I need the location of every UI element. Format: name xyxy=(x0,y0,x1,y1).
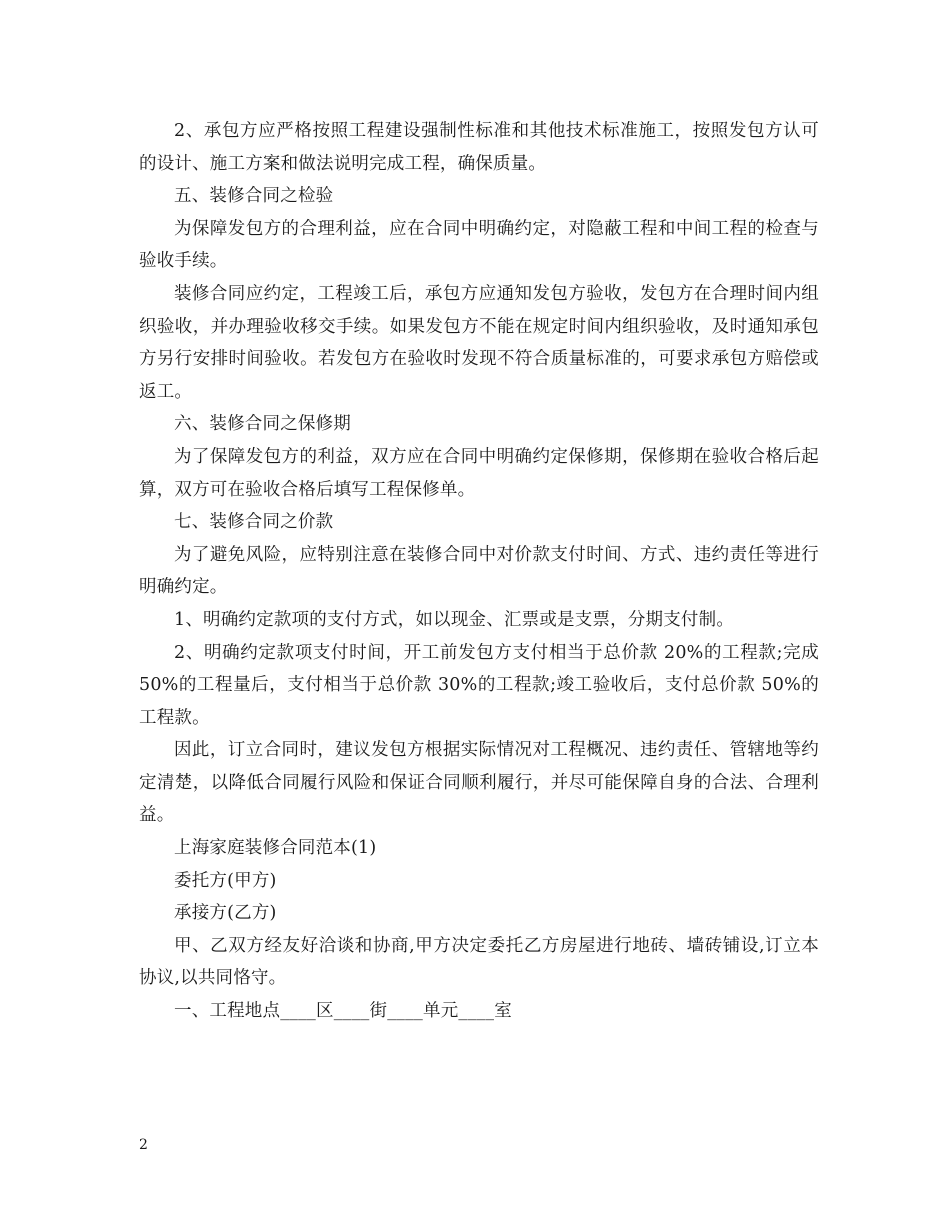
paragraph-project-location: 一、工程地点____区____街____单元____室 xyxy=(174,1001,512,1022)
heading-inspection: 五、装修合同之检验 xyxy=(174,186,334,207)
party-b-label: 承接方(乙方) xyxy=(174,903,277,924)
paragraph-inspection-procedures: 为保障发包方的合理利益，应在合同中明确约定，对隐蔽工程和中间工程的检查与验收手续。 xyxy=(139,218,819,272)
paragraph-payment-schedule: 2、明确约定款项支付时间，开工前发包方支付相当于总价款 20%的工程款;完成 50%的工程量后，支付相当于总价款 30%的工程款;竣工验收后，支付总价款 50%的工程款。 xyxy=(139,642,819,728)
paragraph-agreement: 甲、乙双方经友好洽谈和协商,甲方决定委托乙方房屋进行地砖、墙砖铺设,订立本协议,以共同恪守。 xyxy=(139,935,819,989)
heading-warranty: 六、装修合同之保修期 xyxy=(174,414,351,435)
document-body xyxy=(139,115,819,1028)
page-number: 2 xyxy=(139,1137,148,1153)
paragraph-price-risk: 为了避免风险，应特别注意在装修合同中对价款支付时间、方式、违约责任等进行明确约定。 xyxy=(139,544,819,598)
contract-template-title: 上海家庭装修合同范本(1) xyxy=(174,838,377,859)
paragraph-warranty: 为了保障发包方的利益，双方应在合同中明确约定保修期，保修期在验收合格后起算，双方可在验收合格后填写工程保修单。 xyxy=(139,446,819,500)
paragraph-quality-standards: 2、承包方应严格按照工程建设强制性标准和其他技术标准施工，按照发包方认可的设计、施工方案和做法说明完成工程，确保质量。 xyxy=(139,121,819,174)
paragraph-conclusion: 因此，订立合同时，建议发包方根据实际情况对工程概况、违约责任、管辖地等约定清楚，以降低合同履行风险和保证合同顺利履行，并尽可能保障自身的合法、合理利益。 xyxy=(139,740,819,826)
paragraph-payment-method: 1、明确约定款项的支付方式，如以现金、汇票或是支票，分期支付制。 xyxy=(174,609,735,630)
paragraph-acceptance: 装修合同应约定，工程竣工后，承包方应通知发包方验收，发包方在合理时间内组织验收，并办理验收移交手续。如果发包方不能在规定时间内组织验收，及时通知承包方另行安排时间验收。若发包方在验收时发现不符合质量标准的，可要求承包方赔偿或返工。 xyxy=(139,283,819,402)
heading-price: 七、装修合同之价款 xyxy=(174,512,334,533)
party-a-label: 委托方(甲方) xyxy=(174,870,277,891)
